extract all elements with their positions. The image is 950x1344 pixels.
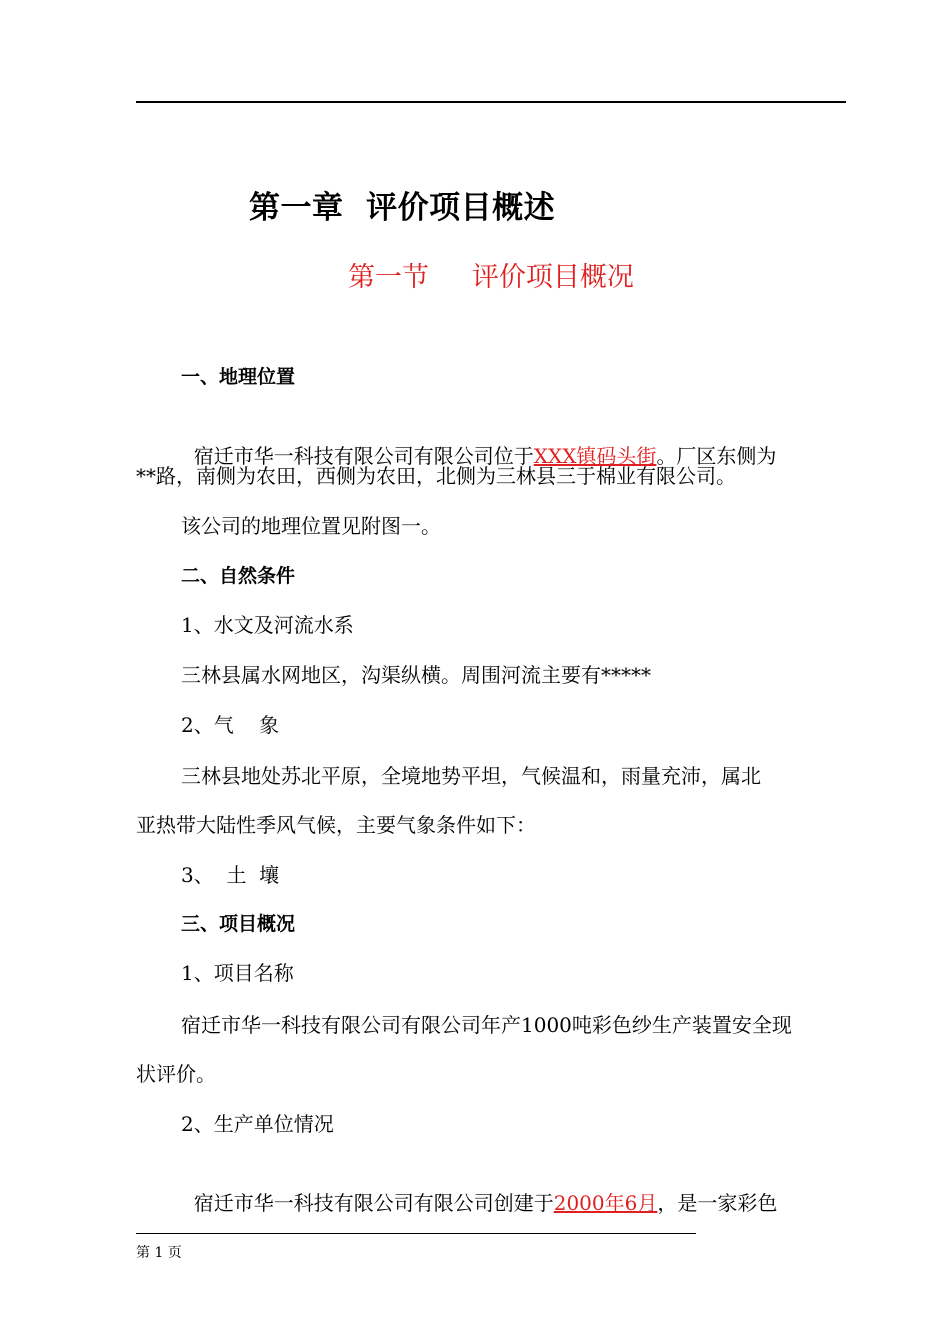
subheading-production-unit: 2、生产单位情况 xyxy=(181,1112,334,1136)
page-number: 第 1 页 xyxy=(136,1245,182,1261)
paragraph-climate-line-2: 亚热带大陆性季风气候，主要气象条件如下： xyxy=(136,813,536,837)
paragraph-climate-line-1: 三林县地处苏北平原，全境地势平坦，气候温和，雨量充沛，属北 xyxy=(181,764,761,788)
paragraph-text: 宿迁市华一科技有限公司有限公司创建于 xyxy=(193,1191,554,1215)
paragraph-project-name-line-2: 状评价。 xyxy=(136,1062,216,1086)
paragraph-production-unit xyxy=(181,1158,893,1218)
subheading-soil: 3、 土 壤 xyxy=(181,863,280,887)
heading-natural-conditions: 二、自然条件 xyxy=(181,565,296,587)
subheading-project-name: 1、项目名称 xyxy=(181,961,294,985)
subheading-hydrology: 1、水文及河流水系 xyxy=(181,613,354,637)
paragraph-hydrology: 三林县属水网地区，沟渠纵横。周围河流主要有***** xyxy=(181,663,651,687)
paragraph-text: ，是一家彩色 xyxy=(657,1191,778,1215)
date-link[interactable]: 2000年6月 xyxy=(553,1191,658,1215)
header-rule xyxy=(136,101,846,103)
address-link[interactable]: XXX镇码头街 xyxy=(533,444,657,468)
chapter-title: 第一章 评价项目概述 xyxy=(249,190,556,226)
paragraph-project-name-line-1: 宿迁市华一科技有限公司有限公司年产1000吨彩色纱生产装置安全现 xyxy=(181,1013,792,1037)
section-title: 第一节 评价项目概况 xyxy=(348,262,634,293)
subheading-climate: 2、气 象 xyxy=(181,713,280,737)
heading-geography: 一、地理位置 xyxy=(181,366,296,388)
footer-rule xyxy=(136,1233,696,1234)
paragraph-location-line-2: **路，南侧为农田，西侧为农田，北侧为三林县三于棉业有限公司。 xyxy=(136,464,736,488)
paragraph-text: 。厂区东侧为 xyxy=(656,444,777,468)
paragraph-map-reference: 该公司的地理位置见附图一。 xyxy=(181,514,441,538)
heading-project-overview: 三、项目概况 xyxy=(181,913,296,935)
paragraph-text: 宿迁市华一科技有限公司有限公司位于 xyxy=(193,444,534,468)
